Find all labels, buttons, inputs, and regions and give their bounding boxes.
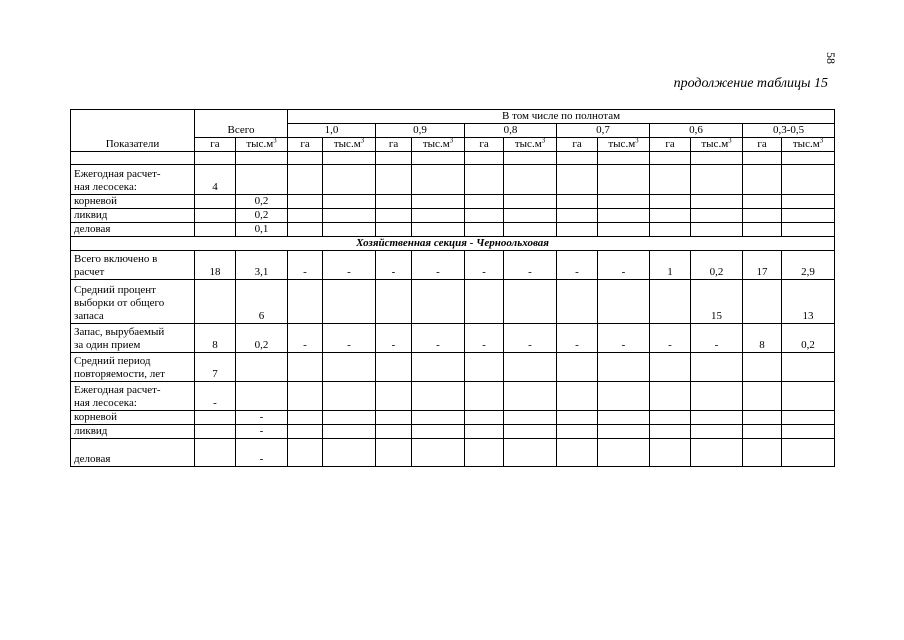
table-cell: - [650,324,691,353]
table-cell [650,165,691,195]
table-cell [782,195,835,209]
table-cell [650,209,691,223]
unit-m3-header: $тыс.м^3$ [598,138,650,152]
table-cell [465,223,504,237]
table-cell: 7 [195,353,236,382]
table-row [71,324,835,353]
table-cell [782,209,835,223]
header-by-density: В том числе по полнотам [288,110,835,124]
table-cell [598,195,650,209]
table-cell: 4 [195,165,236,195]
page-number: 58 [824,52,838,64]
table-row [71,195,835,209]
table-cell: - [465,251,504,280]
table-cell [598,353,650,382]
section-row [71,237,835,251]
table-cell [650,425,691,439]
table-cell: - [323,251,376,280]
table-cell [598,165,650,195]
spacer-row [71,152,835,165]
table-cell [504,280,557,324]
table-cell [376,280,412,324]
table-cell [598,223,650,237]
table-cell [412,425,465,439]
table-cell [195,425,236,439]
table-row [71,251,835,280]
table-cell [782,165,835,195]
table-cell: - [236,439,288,467]
table-cell [412,411,465,425]
density-header: 0,6 [650,124,743,138]
table-cell [743,382,782,411]
density-header: 1,0 [288,124,376,138]
table-cell [650,223,691,237]
table-row [71,439,835,467]
row-label: Всего включено в расчет [71,251,195,280]
table-cell: - [598,324,650,353]
unit-m3-header: $тыс.м^3$ [323,138,376,152]
table-cell [412,382,465,411]
table-cell [650,353,691,382]
table-cell [598,425,650,439]
table-cell [598,439,650,467]
unit-m3-header: $тыс.м^3$ [236,138,288,152]
table-cell [504,223,557,237]
table-cell: 18 [195,251,236,280]
table-cell [782,425,835,439]
table-cell [323,382,376,411]
density-header: 0,9 [376,124,465,138]
table-cell [465,165,504,195]
table-cell [376,165,412,195]
table-cell: 0,2 [236,324,288,353]
table-cell [743,411,782,425]
table-cell [412,165,465,195]
table-cell: 0,2 [782,324,835,353]
table-cell: - [557,251,598,280]
table-cell [412,223,465,237]
table-cell [557,209,598,223]
table-cell: - [376,324,412,353]
table-cell [323,209,376,223]
table-cell [288,425,323,439]
density-header: 0,3-0,5 [743,124,835,138]
table-cell [195,195,236,209]
table-cell [376,411,412,425]
table-cell [557,165,598,195]
table-cell [376,439,412,467]
table-cell [412,209,465,223]
table-cell [288,353,323,382]
unit-ha-header: га [650,138,691,152]
table-cell [236,382,288,411]
table-cell: - [288,324,323,353]
table-row [71,425,835,439]
table-cell [691,223,743,237]
table-cell: - [557,324,598,353]
table-cell [412,280,465,324]
table-cell [288,439,323,467]
table-cell: - [504,251,557,280]
table-cell [195,439,236,467]
table-cell [195,411,236,425]
table-cell: 1 [650,251,691,280]
table-cell [650,382,691,411]
table-cell [557,439,598,467]
unit-m3-header: $тыс.м^3$ [691,138,743,152]
row-label: Средний процент выборки от общего запаса [71,280,195,324]
table-cell: - [236,411,288,425]
table-cell [323,353,376,382]
table-cell: - [598,251,650,280]
table-cell [195,209,236,223]
table-cell [598,411,650,425]
table-cell: - [412,251,465,280]
table-cell [288,195,323,209]
row-label: корневой [71,411,195,425]
table-cell [195,280,236,324]
table-row [71,223,835,237]
table-cell [557,425,598,439]
table-cell [504,165,557,195]
continuation-caption: продолжение таблицы 15 [673,76,828,91]
table-row [71,280,835,324]
table-cell [504,439,557,467]
table-cell [323,439,376,467]
table-cell [650,280,691,324]
unit-m3-header: $тыс.м^3$ [504,138,557,152]
table-cell: 6 [236,280,288,324]
row-label: Средний период повторяемости, лет [71,353,195,382]
table-cell: - [288,251,323,280]
table-cell [288,382,323,411]
table-cell: 0,2 [236,195,288,209]
table-cell [412,353,465,382]
table-cell [323,223,376,237]
table-cell [782,353,835,382]
table-cell [465,382,504,411]
table-cell [691,382,743,411]
table-cell [691,425,743,439]
header-total: Всего [195,110,288,138]
table-cell [743,195,782,209]
table-cell [288,280,323,324]
unit-ha-header: га [557,138,598,152]
table-cell [691,195,743,209]
table-cell [782,439,835,467]
table-cell: - [236,425,288,439]
table-cell [323,411,376,425]
row-label: деловая [71,439,195,467]
table-cell [557,411,598,425]
unit-ha-header: га [465,138,504,152]
unit-m3-header: $тыс.м^3$ [412,138,465,152]
table-cell [465,439,504,467]
table-cell [288,223,323,237]
table-cell [557,353,598,382]
table-cell [465,195,504,209]
table-cell [412,195,465,209]
table-cell [557,280,598,324]
table-cell [691,439,743,467]
row-label: ликвид [71,209,195,223]
table-cell [323,165,376,195]
table-cell: 17 [743,251,782,280]
table-cell [376,195,412,209]
unit-ha-header: га [743,138,782,152]
section-title: Хозяйственная секция - Черноольховая [71,237,835,251]
table-cell [504,353,557,382]
table-cell [376,223,412,237]
data-table [70,109,835,467]
table-cell: - [195,382,236,411]
header-row-1 [71,110,835,124]
table-cell [465,280,504,324]
table-cell: 0,1 [236,223,288,237]
table-cell [598,382,650,411]
table-cell: - [504,324,557,353]
table-cell [504,209,557,223]
table-cell [557,195,598,209]
table-cell [650,195,691,209]
table-cell [557,382,598,411]
table-cell: - [465,324,504,353]
table-cell [743,280,782,324]
table-cell [743,209,782,223]
table-cell: 0,2 [236,209,288,223]
row-label: Ежегодная расчет- ная лесосека: [71,382,195,411]
table-cell [598,209,650,223]
table-cell [465,425,504,439]
row-label: ликвид [71,425,195,439]
table-cell [782,382,835,411]
table-cell: - [412,324,465,353]
table-cell: - [691,324,743,353]
table-cell: 0,2 [691,251,743,280]
table-cell [376,425,412,439]
row-label: Ежегодная расчет- ная лесосека: [71,165,195,195]
unit-ha-header: га [195,138,236,152]
table-cell [743,353,782,382]
table-cell: 15 [691,280,743,324]
table-cell [504,195,557,209]
table-cell [691,165,743,195]
table-cell: 8 [743,324,782,353]
header-indicators: Показатели [71,110,195,152]
table-cell [743,425,782,439]
unit-ha-header: га [376,138,412,152]
table-cell [598,280,650,324]
table-cell [465,411,504,425]
table-cell [691,411,743,425]
row-label: корневой [71,195,195,209]
table-cell: 13 [782,280,835,324]
table-cell [504,382,557,411]
table-cell [323,195,376,209]
table-row [71,353,835,382]
density-header: 0,7 [557,124,650,138]
unit-ha-header: га [288,138,323,152]
table-cell [691,209,743,223]
table-cell [323,425,376,439]
table-cell [376,382,412,411]
table-cell [504,411,557,425]
table-row [71,209,835,223]
table-cell [650,439,691,467]
table-cell [691,353,743,382]
unit-m3-header: $тыс.м^3$ [782,138,835,152]
table-cell: - [376,251,412,280]
table-row [71,411,835,425]
row-label: деловая [71,223,195,237]
density-header: 0,8 [465,124,557,138]
table-cell [650,411,691,425]
table-cell [557,223,598,237]
table-cell [465,353,504,382]
table-cell [236,165,288,195]
table-cell [323,280,376,324]
table-cell: 8 [195,324,236,353]
table-row [71,382,835,411]
table-cell [504,425,557,439]
table-cell [743,223,782,237]
table-row [71,165,835,195]
table-cell [743,439,782,467]
table-cell: 3,1 [236,251,288,280]
table-cell [376,209,412,223]
table-cell: - [323,324,376,353]
table-cell [288,209,323,223]
table-cell [743,165,782,195]
table-cell [465,209,504,223]
table-cell [288,165,323,195]
table-cell [412,439,465,467]
table-cell [236,353,288,382]
row-label: Запас, вырубаемый за один прием [71,324,195,353]
table-cell [376,353,412,382]
table-cell [195,223,236,237]
table-cell [288,411,323,425]
table-cell [782,411,835,425]
table-cell: 2,9 [782,251,835,280]
table-cell [782,223,835,237]
